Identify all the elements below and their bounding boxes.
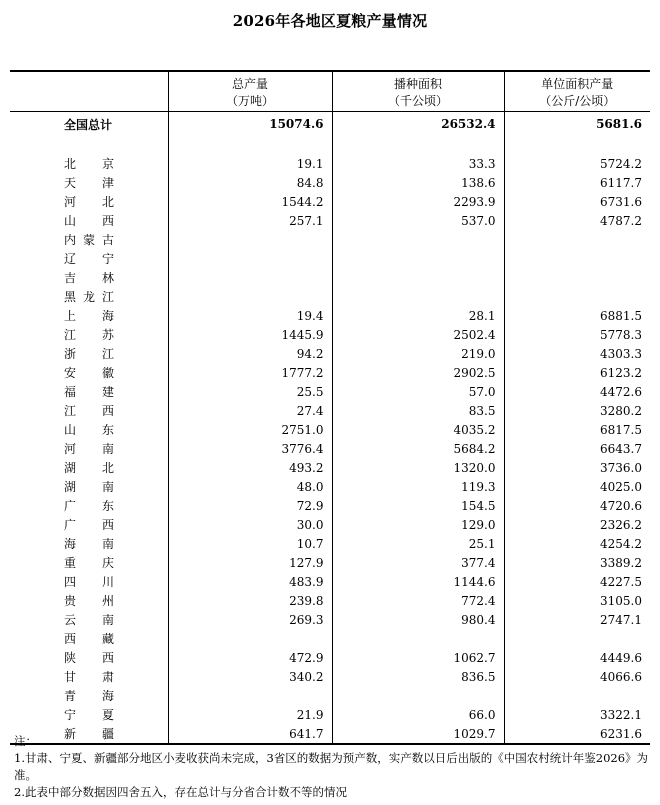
header-area-line1: 播种面积: [332, 71, 504, 92]
province-name: [10, 439, 168, 458]
province-name-chars: 宁 夏: [64, 708, 114, 722]
yield-cell: [504, 268, 650, 287]
province-name: [10, 591, 168, 610]
province-name: [10, 686, 168, 705]
table-row: [10, 268, 650, 287]
area-cell: 219.0: [332, 344, 504, 363]
province-name: [10, 610, 168, 629]
output-cell: 10.7: [168, 534, 332, 553]
area-cell: 377.4: [332, 553, 504, 572]
yield-cell: 3736.0: [504, 458, 650, 477]
province-name-chars: 吉 林: [64, 271, 114, 285]
province-name: [10, 553, 168, 572]
output-cell: [168, 268, 332, 287]
area-cell: [332, 230, 504, 249]
table-row: [10, 154, 650, 173]
area-cell: 83.5: [332, 401, 504, 420]
notes: [14, 733, 654, 801]
province-name-chars: 安 徽: [64, 366, 114, 380]
table-row: [10, 287, 650, 306]
table-row: [10, 344, 650, 363]
yield-cell: 4787.2: [504, 211, 650, 230]
area-cell: 836.5: [332, 667, 504, 686]
area-cell: [332, 686, 504, 705]
yield-cell: 3105.0: [504, 591, 650, 610]
output-cell: 239.8: [168, 591, 332, 610]
yield-cell: 6817.5: [504, 420, 650, 439]
yield-cell: 6123.2: [504, 363, 650, 382]
notes-label: 注：: [14, 734, 37, 748]
area-cell: 772.4: [332, 591, 504, 610]
total-row: [10, 112, 650, 137]
summer-grain-table: [10, 70, 650, 745]
province-name: [10, 154, 168, 173]
output-cell: [168, 287, 332, 306]
area-cell: [332, 287, 504, 306]
table-row: [10, 173, 650, 192]
province-name: [10, 249, 168, 268]
output-cell: 19.4: [168, 306, 332, 325]
yield-cell: 4303.3: [504, 344, 650, 363]
area-cell: [332, 629, 504, 648]
page-title: 2026年各地区夏粮产量情况: [232, 12, 428, 30]
province-name: [10, 192, 168, 211]
output-cell: 27.4: [168, 401, 332, 420]
yield-cell: 3389.2: [504, 553, 650, 572]
area-cell: 28.1: [332, 306, 504, 325]
yield-cell: 4066.6: [504, 667, 650, 686]
output-cell: 25.5: [168, 382, 332, 401]
output-cell: 1445.9: [168, 325, 332, 344]
output-cell: 493.2: [168, 458, 332, 477]
province-name: [10, 268, 168, 287]
table-row: [10, 420, 650, 439]
table-row: [10, 363, 650, 382]
table-row: [10, 211, 650, 230]
output-cell: 257.1: [168, 211, 332, 230]
header-output-line1: 总产量: [168, 71, 332, 92]
province-name: [10, 667, 168, 686]
yield-cell: [504, 249, 650, 268]
output-cell: 472.9: [168, 648, 332, 667]
yield-cell: 4227.5: [504, 572, 650, 591]
output-cell: [168, 629, 332, 648]
total-output: 15074.6: [168, 112, 332, 137]
output-cell: 21.9: [168, 705, 332, 724]
province-name-chars: 内 蒙 古: [64, 233, 114, 247]
province-name-chars: 海 南: [64, 537, 114, 551]
province-name-chars: 上 海: [64, 309, 114, 323]
yield-cell: 2747.1: [504, 610, 650, 629]
yield-cell: [504, 629, 650, 648]
province-name-chars: 黑 龙 江: [64, 290, 114, 304]
province-name: [10, 344, 168, 363]
table-row: [10, 667, 650, 686]
yield-cell: 6117.7: [504, 173, 650, 192]
yield-cell: 2326.2: [504, 515, 650, 534]
area-cell: 2502.4: [332, 325, 504, 344]
area-cell: 129.0: [332, 515, 504, 534]
table-row: [10, 401, 650, 420]
area-cell: [332, 249, 504, 268]
table-row: [10, 553, 650, 572]
output-cell: 1777.2: [168, 363, 332, 382]
province-name-chars: 湖 北: [64, 461, 114, 475]
province-name-chars: 河 北: [64, 195, 114, 209]
area-cell: 119.3: [332, 477, 504, 496]
header-output-line2: （万吨）: [168, 92, 332, 112]
table-row: [10, 610, 650, 629]
yield-cell: [504, 686, 650, 705]
output-cell: 84.8: [168, 173, 332, 192]
yield-cell: 4720.6: [504, 496, 650, 515]
province-name: [10, 211, 168, 230]
output-cell: 127.9: [168, 553, 332, 572]
province-name: [10, 648, 168, 667]
header-area-line2: （千公顷）: [332, 92, 504, 112]
area-cell: 138.6: [332, 173, 504, 192]
province-name: [10, 477, 168, 496]
province-name-chars: 浙 江: [64, 347, 114, 361]
area-cell: 980.4: [332, 610, 504, 629]
province-name: [10, 420, 168, 439]
output-cell: 340.2: [168, 667, 332, 686]
province-name: [10, 230, 168, 249]
province-name: [10, 363, 168, 382]
yield-cell: 6881.5: [504, 306, 650, 325]
yield-cell: [504, 230, 650, 249]
province-name: [10, 306, 168, 325]
area-cell: 2902.5: [332, 363, 504, 382]
yield-cell: 4025.0: [504, 477, 650, 496]
table-row: [10, 439, 650, 458]
area-cell: 154.5: [332, 496, 504, 515]
yield-cell: 3280.2: [504, 401, 650, 420]
province-name-chars: 天 津: [64, 176, 114, 190]
table-row: [10, 648, 650, 667]
province-name-chars: 北 京: [64, 157, 114, 171]
yield-cell: [504, 287, 650, 306]
output-cell: 641.7: [168, 724, 332, 744]
output-cell: 72.9: [168, 496, 332, 515]
total-area: 26532.4: [332, 112, 504, 137]
yield-cell: 6231.6: [504, 724, 650, 744]
table-row: [10, 230, 650, 249]
area-cell: 1320.0: [332, 458, 504, 477]
table-row: [10, 629, 650, 648]
province-name-chars: 贵 州: [64, 594, 114, 608]
output-cell: 483.9: [168, 572, 332, 591]
total-name: 全国总计: [64, 117, 113, 132]
province-name-chars: 广 东: [64, 499, 114, 513]
province-name: [10, 382, 168, 401]
header-yield-line2: （公斤/公顷）: [504, 92, 650, 112]
output-cell: 19.1: [168, 154, 332, 173]
output-cell: 269.3: [168, 610, 332, 629]
province-name: [10, 173, 168, 192]
yield-cell: 5778.3: [504, 325, 650, 344]
province-name: [10, 534, 168, 553]
table-row: [10, 249, 650, 268]
yield-cell: 5724.2: [504, 154, 650, 173]
output-cell: 94.2: [168, 344, 332, 363]
province-name-chars: 青 海: [64, 689, 114, 703]
yield-cell: 6643.7: [504, 439, 650, 458]
yield-cell: 6731.6: [504, 192, 650, 211]
area-cell: 2293.9: [332, 192, 504, 211]
table-row: [10, 477, 650, 496]
table-row: [10, 591, 650, 610]
table-row: [10, 192, 650, 211]
province-name-chars: 四 川: [64, 575, 114, 589]
area-cell: 66.0: [332, 705, 504, 724]
note-item-1: 1.甘肃、宁夏、新疆部分地区小麦收获尚未完成，3省区的数据为预产数，实产数以日后出版的《中国农村统计年鉴2026》为准。: [14, 751, 649, 782]
output-cell: 1544.2: [168, 192, 332, 211]
province-name-chars: 云 南: [64, 613, 114, 627]
output-cell: 3776.4: [168, 439, 332, 458]
table-row: [10, 496, 650, 515]
province-name-chars: 广 西: [64, 518, 114, 532]
province-name: [10, 629, 168, 648]
area-cell: [332, 268, 504, 287]
province-name-chars: 甘 肃: [64, 670, 114, 684]
yield-cell: 4472.6: [504, 382, 650, 401]
province-name-chars: 江 苏: [64, 328, 114, 342]
output-cell: 48.0: [168, 477, 332, 496]
output-cell: [168, 230, 332, 249]
table-row: [10, 515, 650, 534]
table-row: [10, 686, 650, 705]
yield-cell: 3322.1: [504, 705, 650, 724]
table-row: [10, 458, 650, 477]
area-cell: 1144.6: [332, 572, 504, 591]
area-cell: 1029.7: [332, 724, 504, 744]
province-name-chars: 新 疆: [64, 727, 114, 741]
province-name-chars: 重 庆: [64, 556, 114, 570]
province-name-chars: 江 西: [64, 404, 114, 418]
province-name: [10, 705, 168, 724]
output-cell: 2751.0: [168, 420, 332, 439]
province-name-chars: 河 南: [64, 442, 114, 456]
area-cell: 5684.2: [332, 439, 504, 458]
province-name-chars: 福 建: [64, 385, 114, 399]
table-row: [10, 572, 650, 591]
province-name-chars: 山 西: [64, 214, 114, 228]
province-name-chars: 西 藏: [64, 632, 114, 646]
province-name: [10, 287, 168, 306]
header-corner-lower: [10, 92, 168, 112]
note-item-2: 2.此表中部分数据因四舍五入，存在总计与分省合计数不等的情况: [14, 785, 347, 799]
output-cell: [168, 249, 332, 268]
table-row: [10, 382, 650, 401]
total-yield: 5681.6: [504, 112, 650, 137]
area-cell: 57.0: [332, 382, 504, 401]
province-name-chars: 陕 西: [64, 651, 114, 665]
area-cell: 4035.2: [332, 420, 504, 439]
area-cell: 33.3: [332, 154, 504, 173]
table-row: [10, 325, 650, 344]
province-name: [10, 572, 168, 591]
province-name: [10, 325, 168, 344]
spacer-row: [10, 136, 650, 154]
table-row: [10, 306, 650, 325]
province-name: [10, 458, 168, 477]
yield-cell: 4254.2: [504, 534, 650, 553]
header-yield-line1: 单位面积产量: [504, 71, 650, 92]
table-row: [10, 534, 650, 553]
province-name: [10, 401, 168, 420]
area-cell: 537.0: [332, 211, 504, 230]
province-name: [10, 515, 168, 534]
area-cell: 25.1: [332, 534, 504, 553]
table-row: [10, 705, 650, 724]
output-cell: 30.0: [168, 515, 332, 534]
province-name-chars: 辽 宁: [64, 252, 114, 266]
yield-cell: 4449.6: [504, 648, 650, 667]
header-corner: [10, 71, 168, 92]
output-cell: [168, 686, 332, 705]
province-name-chars: 山 东: [64, 423, 114, 437]
province-name: [10, 496, 168, 515]
area-cell: 1062.7: [332, 648, 504, 667]
province-name-chars: 湖 南: [64, 480, 114, 494]
